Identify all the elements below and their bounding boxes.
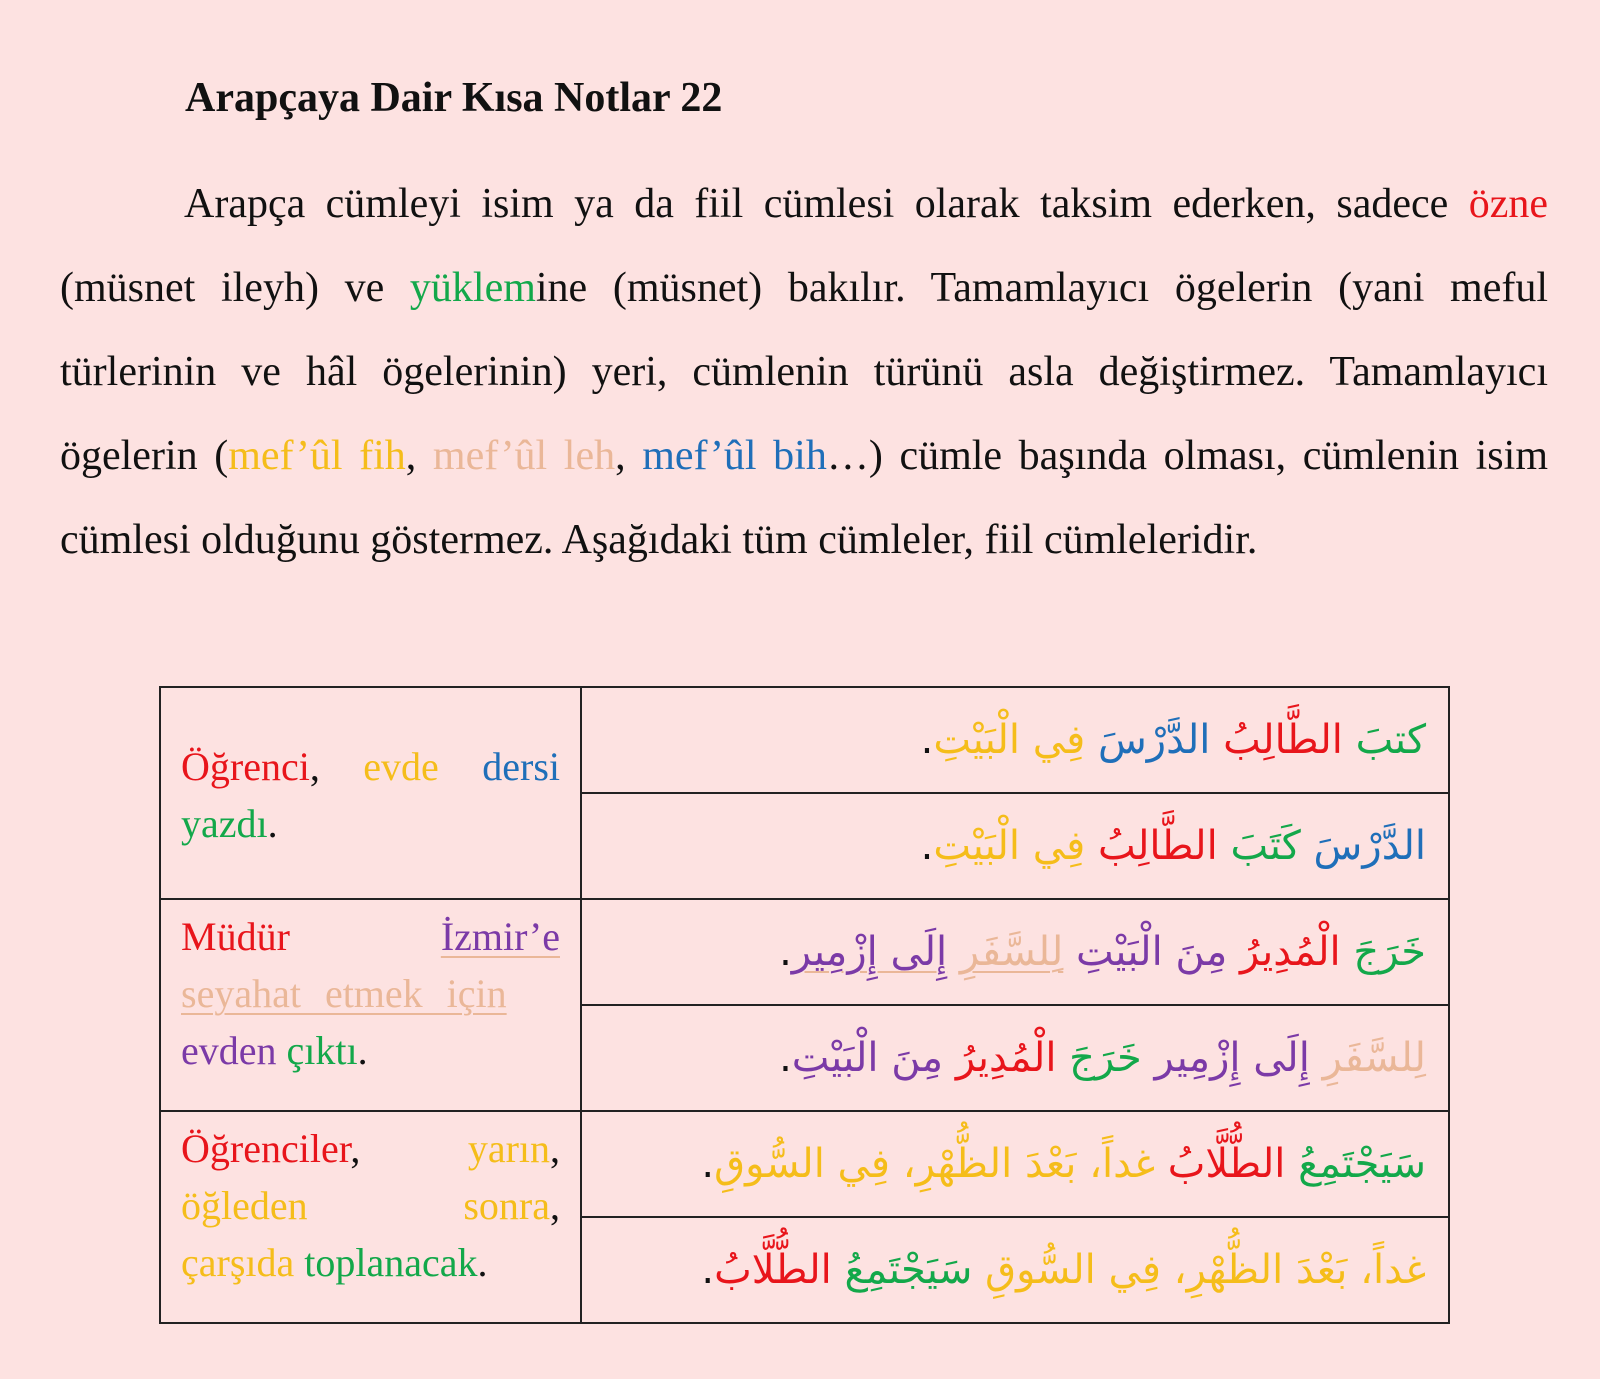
tr-space — [277, 1028, 287, 1073]
ar-time: بَعْدَ الظُّهْرِ، — [1173, 1247, 1348, 1293]
ar-period: . — [920, 717, 934, 763]
ar-purpose: لِلسَّفَرِ — [959, 929, 1064, 975]
ar-time: غداً، — [1360, 1247, 1426, 1293]
arabic-sentence-cell — [581, 1111, 1449, 1217]
ar-place: فِي السُّوقِ — [985, 1247, 1161, 1293]
arabic-sentence-cell — [581, 687, 1449, 793]
ar-subject: الطَّالِبُ — [1097, 823, 1218, 869]
ar-verb: خَرَجَ — [1353, 929, 1426, 975]
tr-time: yarın — [467, 1126, 550, 1171]
ar-object: الدَّرْسَ — [1313, 823, 1426, 869]
example-table — [159, 686, 1450, 1324]
tr-purpose: seyahat etmek için — [181, 971, 507, 1016]
tr-segment — [463, 1177, 560, 1234]
tr-punct: , — [350, 1126, 361, 1171]
tr-from: evden — [181, 1028, 277, 1073]
ar-period: . — [920, 823, 934, 869]
tr-space — [439, 744, 482, 789]
separator: , — [615, 433, 643, 479]
ar-subject: الطُّلَّابُ — [1167, 1141, 1286, 1187]
ar-subject: الطَّالِبُ — [1223, 717, 1343, 763]
paragraph-text-4: …) cümle başında olması, cümlenin isim cümlesi olduğunu göstermez. Aşağıdaki tüm cümleler, fiil cümleleridir. — [60, 433, 1548, 563]
ar-verb: خَرَجَ — [1069, 1035, 1142, 1081]
paragraph-text-1: Arapça cümleyi isim ya da fiil cümlesi olarak taksim ederken, sadece — [184, 181, 1469, 227]
ar-subject: الْمُدِيرُ — [955, 1035, 1057, 1081]
ar-period: . — [701, 1141, 715, 1187]
term-meful-bih: mef’ûl bih — [642, 433, 827, 479]
term-yuklem: yüklem — [409, 265, 536, 311]
tr-punct: . — [267, 801, 278, 846]
paragraph-text-3: ine (müsnet) bakılır. Tamamlayıcı ögelerin (yani meful türlerinin ve hâl ögelerinin) yeri, cümlenin türünü asla değiştirmez. Tamamlayıcı ögelerin ( — [60, 265, 1549, 479]
ar-period: . — [701, 1247, 715, 1293]
table-row — [160, 899, 1449, 1005]
ar-purpose: لِلسَّفَرِ — [1322, 1035, 1426, 1081]
term-ozne: özne — [1468, 181, 1548, 227]
ar-subject: الطُّلَّابُ — [714, 1247, 832, 1293]
ar-place: فِي السُّوقِ — [714, 1141, 890, 1187]
tr-punct: , — [309, 744, 364, 789]
ar-verb: سَيَجْتَمِعُ — [844, 1247, 973, 1293]
ar-destination: إِلَى إِزْمِير — [791, 929, 948, 975]
tr-verb: çıktı — [286, 1028, 358, 1073]
tr-place: çarşıda — [181, 1240, 295, 1285]
ar-verb: كتبَ — [1355, 717, 1426, 763]
arabic-sentence-cell — [581, 793, 1449, 899]
ar-period: . — [779, 1035, 792, 1081]
tr-time: öğleden — [181, 1183, 308, 1228]
tr-punct: . — [357, 1028, 368, 1073]
tr-verb: toplanacak — [304, 1240, 478, 1285]
tr-subject: Öğrenci — [181, 744, 310, 789]
tr-segment — [181, 1120, 360, 1177]
tr-punct: . — [477, 1240, 488, 1285]
tr-time: sonra — [463, 1183, 550, 1228]
ar-time: بَعْدَ الظُّهْرِ، — [902, 1141, 1077, 1187]
ar-from: مِنَ الْبَيْتِ — [791, 1035, 944, 1081]
arabic-sentence-cell — [581, 1217, 1449, 1323]
separator: , — [405, 433, 433, 479]
arabic-sentence-cell — [581, 899, 1449, 1005]
ar-subject: الْمُدِيرُ — [1240, 929, 1341, 975]
tr-punct: , — [550, 1183, 560, 1228]
ar-time: غداً، — [1089, 1141, 1156, 1187]
ar-period: . — [779, 929, 792, 975]
turkish-translation-cell — [160, 1111, 581, 1323]
tr-line — [181, 1177, 560, 1234]
tr-line — [181, 1022, 560, 1079]
tr-punct: , — [550, 1126, 560, 1171]
tr-object: dersi — [482, 744, 561, 789]
tr-line — [181, 1120, 560, 1177]
tr-verb: yazdı — [181, 801, 268, 846]
tr-subject: Müdür — [181, 914, 290, 959]
tr-line — [181, 1234, 560, 1291]
ar-place: فِي الْبَيْتِ — [933, 717, 1086, 763]
intro-paragraph — [60, 162, 1548, 582]
ar-object: الدَّرْسَ — [1097, 717, 1211, 763]
tr-subject: Öğrenciler — [181, 1126, 351, 1171]
ar-destination: إِلَى إِزْمِير — [1154, 1035, 1310, 1081]
turkish-translation-cell — [160, 899, 581, 1111]
term-meful-fih: mef’ûl fih — [228, 433, 406, 479]
table-row — [160, 1111, 1449, 1217]
page-title: Arapçaya Dair Kısa Notlar 22 — [185, 75, 723, 121]
tr-destination: İzmir’e — [440, 914, 560, 959]
term-meful-leh: mef’ûl leh — [432, 433, 616, 479]
tr-line — [181, 908, 560, 965]
tr-place: evde — [363, 744, 439, 789]
turkish-translation-cell — [160, 687, 581, 899]
ar-verb: سَيَجْتَمِعُ — [1298, 1141, 1426, 1187]
paragraph-text-2: (müsnet ileyh) ve — [60, 265, 410, 311]
table-row — [160, 687, 1449, 793]
ar-place: فِي الْبَيْتِ — [933, 823, 1086, 869]
ar-verb: كَتَبَ — [1230, 823, 1301, 869]
ar-from: مِنَ الْبَيْتِ — [1076, 929, 1228, 975]
tr-segment — [468, 1120, 560, 1177]
tr-space — [294, 1240, 304, 1285]
arabic-sentence-cell — [581, 1005, 1449, 1111]
